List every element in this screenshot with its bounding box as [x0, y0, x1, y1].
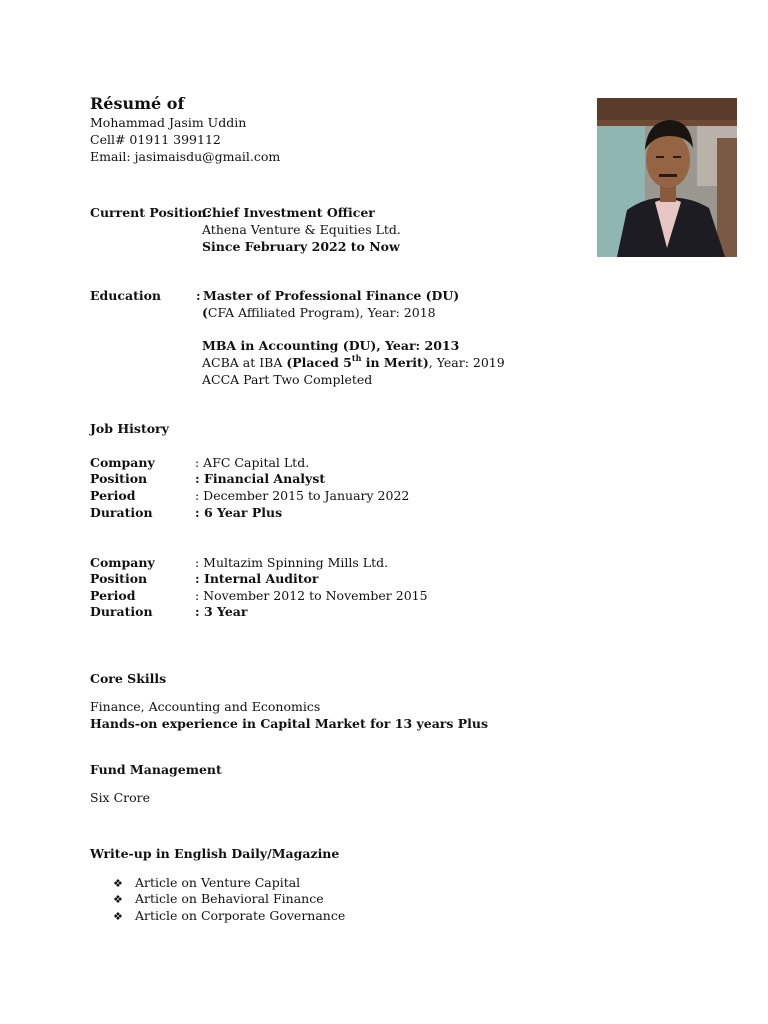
fund-management-value: Six Crore — [90, 790, 151, 805]
writeup-item-1: Article on Venture Capital — [135, 875, 301, 890]
writeup-bullet-2: ❖ — [113, 893, 123, 906]
education-line-2-program: CFA Affiliated Program — [207, 305, 355, 320]
job-2-position: : Internal Auditor — [195, 571, 319, 586]
education-line-3-year: , Year: 2013 — [376, 338, 460, 353]
core-skills-line-1: Finance, Accounting and Economics — [90, 699, 321, 714]
job-2-company-label: Company — [90, 555, 155, 570]
education-label: Education — [90, 288, 162, 303]
writeup-heading: Write-up in English Daily/Magazine — [90, 846, 340, 861]
writeup-item-2: Article on Behavioral Finance — [135, 891, 324, 906]
education-line-3 — [202, 337, 459, 354]
job-1-position-label: Position — [90, 471, 148, 486]
job-2-period-label: Period — [90, 588, 136, 603]
profile-photo — [597, 98, 737, 257]
writeup-bullet-3: ❖ — [113, 910, 123, 923]
resume-title: Résumé of — [90, 94, 185, 113]
core-skills-line-2: Hands-on experience in Capital Market for 13 years Plus — [90, 716, 489, 731]
job-2-company: : Multazim Spinning Mills Ltd. — [195, 555, 389, 570]
fund-management-heading: Fund Management — [90, 762, 222, 777]
job-2-position-label: Position — [90, 571, 148, 586]
current-position-title: Chief Investment Officer — [202, 205, 375, 220]
cell-number: Cell# 01911 399112 — [90, 132, 221, 147]
education-line-2-open: ( — [202, 305, 208, 320]
current-position-label: Current Position: — [90, 205, 212, 220]
job-history-heading: Job History — [90, 421, 169, 436]
education-colon: : — [196, 288, 201, 303]
education-line-4-year: , Year: 2019 — [428, 355, 505, 370]
job-1-period-label: Period — [90, 488, 136, 503]
education-line-2-year: ), Year: 2018 — [354, 305, 436, 320]
education-line-1: Master of Professional Finance (DU) — [203, 288, 460, 303]
education-line-4-acba: ACBA at IBA — [202, 355, 287, 370]
job-1-position: : Financial Analyst — [195, 471, 326, 486]
job-1-company: : AFC Capital Ltd. — [195, 455, 310, 470]
education-line-4-placed: (Placed 5 — [286, 355, 352, 370]
writeup-bullet-1: ❖ — [113, 877, 123, 890]
job-1-company-label: Company — [90, 455, 155, 470]
education-line-4-merit: in Merit) — [361, 355, 429, 370]
core-skills-heading: Core Skills — [90, 671, 167, 686]
job-1-duration-label: Duration — [90, 505, 153, 520]
job-2-duration-label: Duration — [90, 604, 153, 619]
current-position-since: Since February 2022 to Now — [202, 239, 400, 254]
education-line-4 — [202, 354, 505, 371]
education-line-5: ACCA Part Two Completed — [202, 372, 373, 387]
job-2-period: : November 2012 to November 2015 — [195, 588, 428, 603]
email-address: Email: jasimaisdu@gmail.com — [90, 149, 281, 164]
job-2-duration: : 3 Year — [195, 604, 248, 619]
current-position-company: Athena Venture & Equities Ltd. — [202, 222, 401, 237]
profile-photo-graphic — [597, 98, 737, 257]
job-1-period: : December 2015 to January 2022 — [195, 488, 410, 503]
education-line-4-sup: th — [351, 352, 362, 363]
writeup-item-3: Article on Corporate Governance — [135, 908, 346, 923]
education-line-2 — [202, 304, 436, 321]
candidate-name: Mohammad Jasim Uddin — [90, 115, 247, 130]
education-line-3-degree: MBA in Accounting (DU) — [202, 338, 377, 353]
job-1-duration: : 6 Year Plus — [195, 505, 283, 520]
